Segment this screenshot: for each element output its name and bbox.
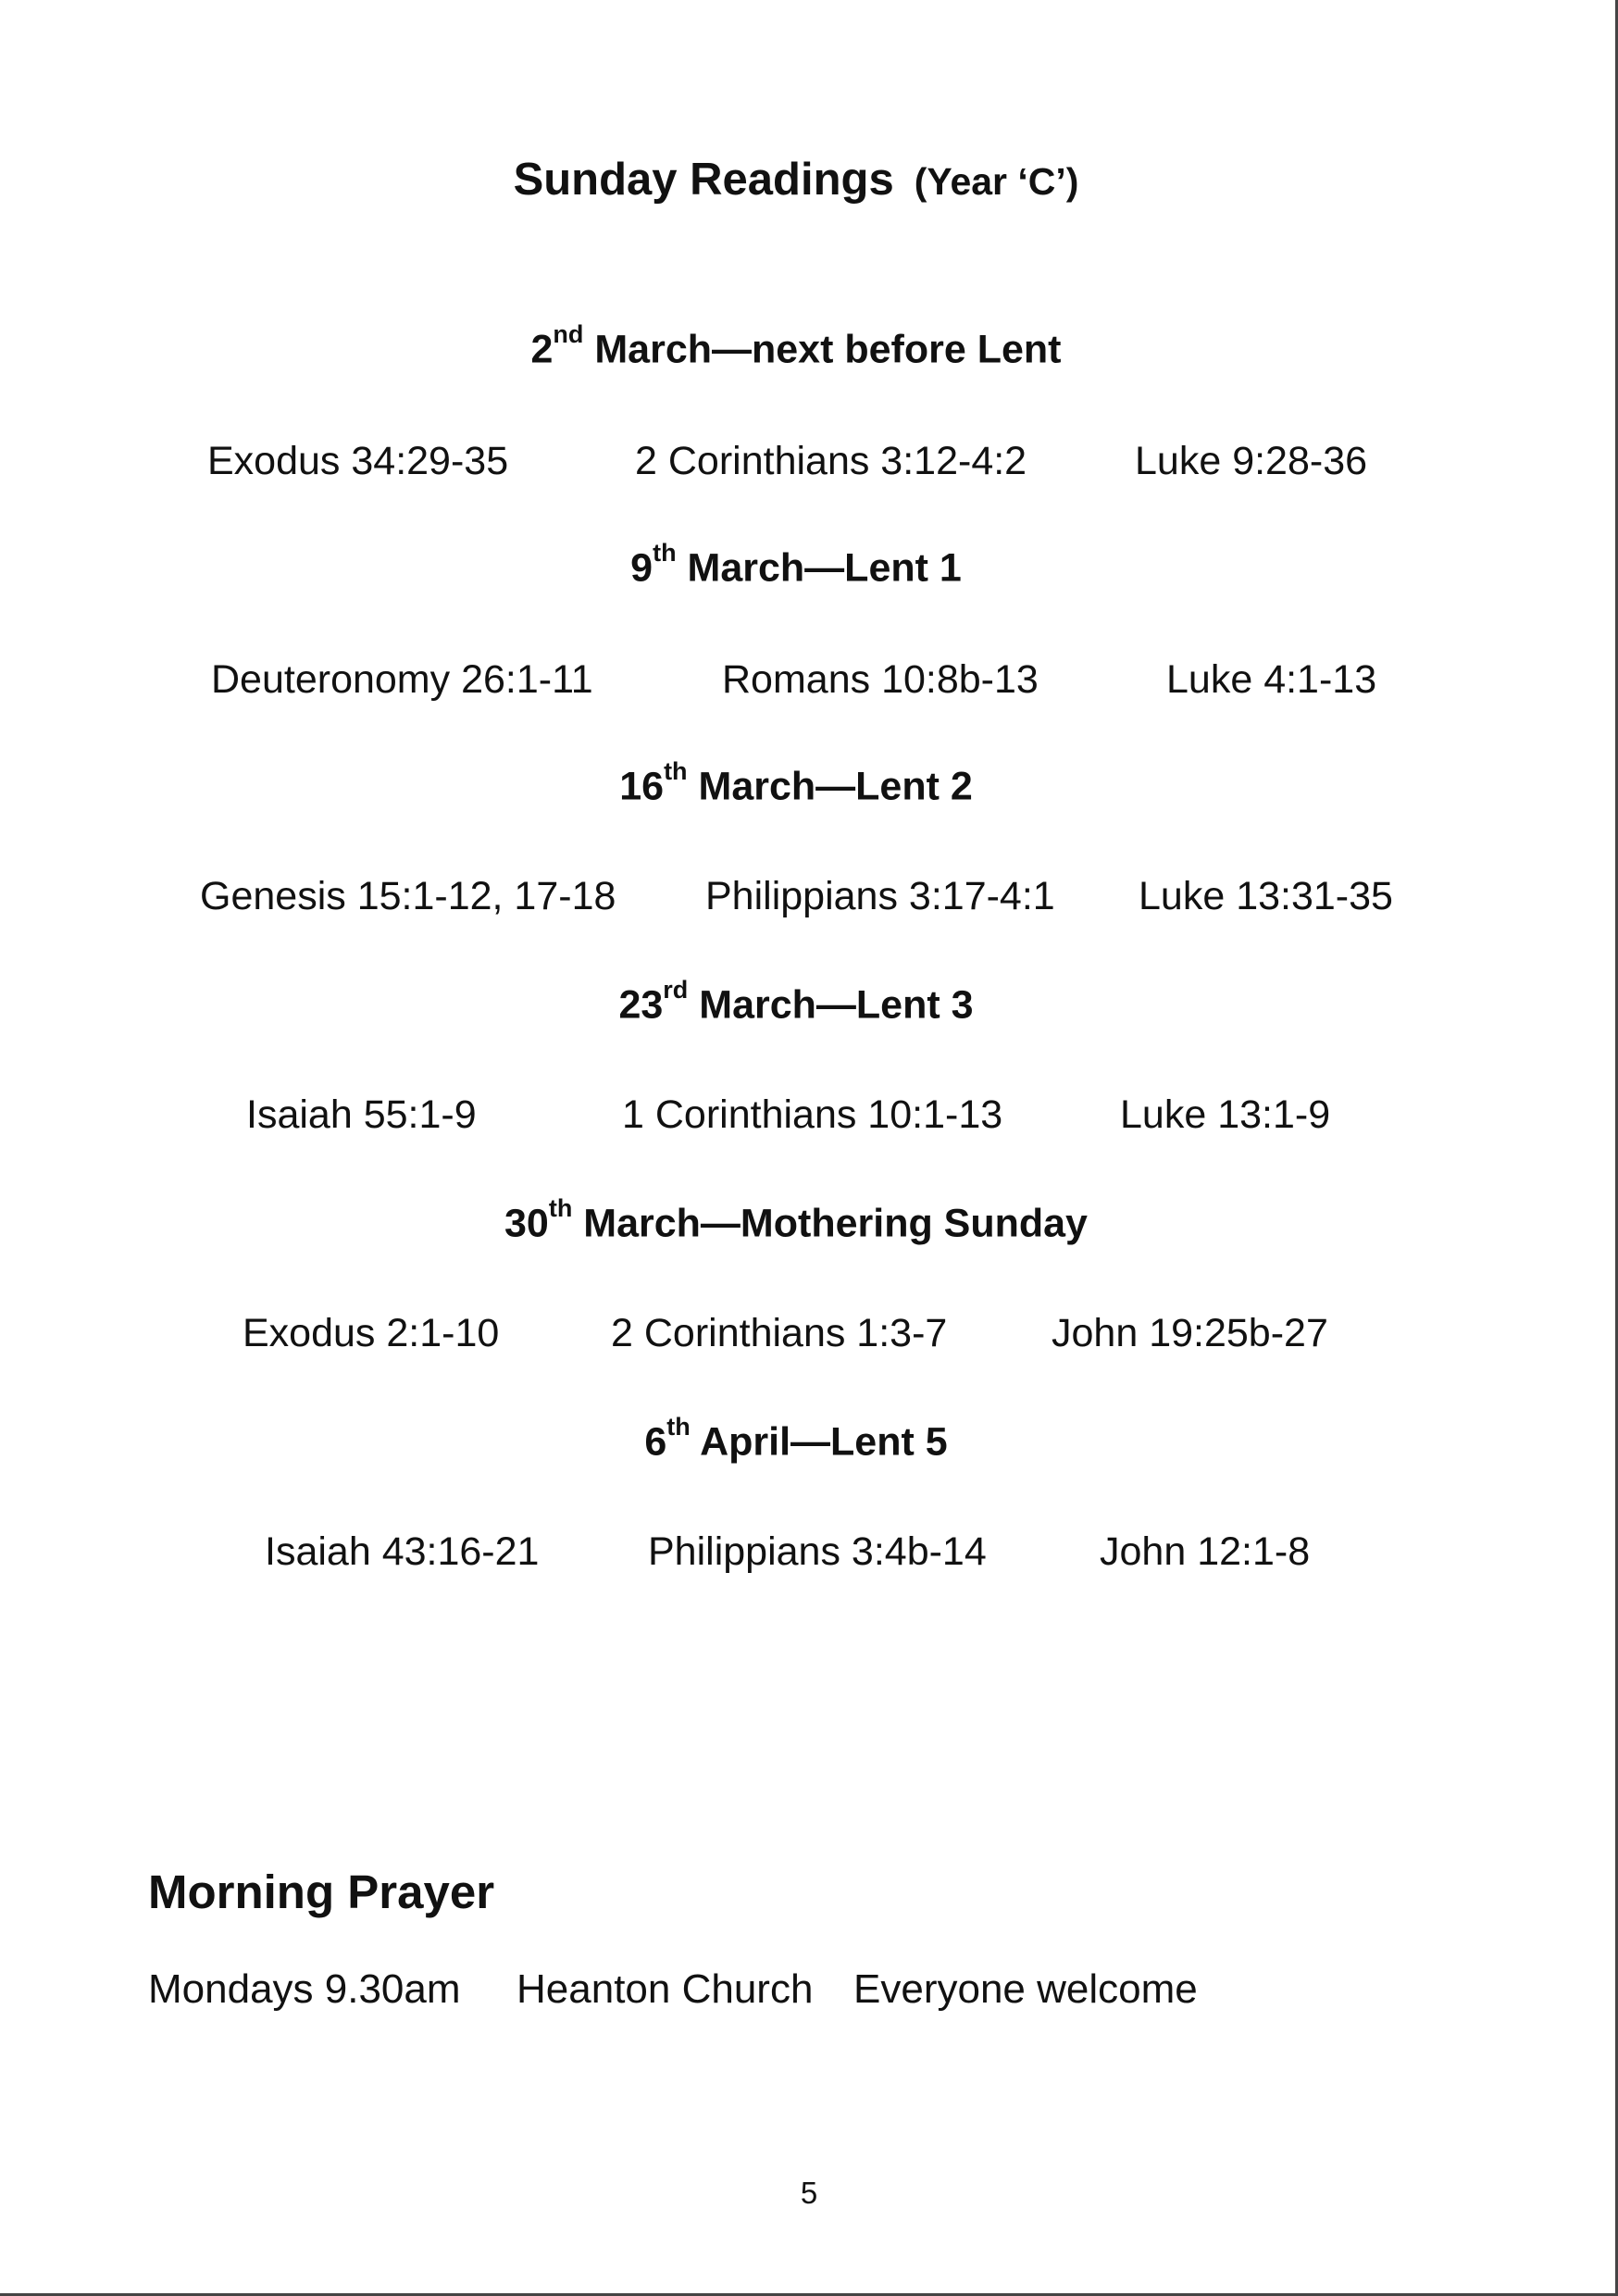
week-heading-3	[0, 757, 1592, 809]
reading-old-testament: Isaiah 43:16-21	[265, 1529, 540, 1574]
week-heading-1	[0, 320, 1592, 372]
morning-prayer-time: Mondays 9.30am	[148, 1966, 461, 2012]
week-day-suffix: th	[548, 1194, 573, 1222]
reading-gospel: John 19:25b-27	[1052, 1311, 1328, 1355]
page-title-sub: (Year ‘C’)	[914, 160, 1079, 203]
reading-epistle: Philippians 3:17-4:1	[705, 874, 1055, 918]
morning-prayer-place: Heanton Church	[517, 1966, 814, 2012]
reading-gospel: Luke 4:1-13	[1166, 657, 1377, 702]
morning-prayer-note: Everyone welcome	[853, 1966, 1198, 2012]
week-label: March—Lent 1	[676, 545, 962, 591]
week-day: 2	[530, 327, 554, 372]
page-title-main: Sunday Readings	[513, 155, 894, 205]
week-label: March—Lent 3	[688, 982, 974, 1028]
week-label: March—Lent 2	[687, 764, 973, 809]
reading-epistle: 2 Corinthians 1:3-7	[611, 1311, 948, 1355]
reading-gospel: John 12:1-8	[1100, 1529, 1311, 1574]
week-heading-5	[0, 1194, 1592, 1246]
week-day-suffix: th	[664, 757, 688, 785]
reading-old-testament: Exodus 34:29-35	[207, 439, 509, 483]
week-heading-6	[0, 1413, 1592, 1465]
week-label: March—Mothering Sunday	[572, 1201, 1088, 1246]
week-day-suffix: th	[653, 539, 677, 567]
reading-old-testament: Exodus 2:1-10	[243, 1311, 500, 1355]
reading-epistle: Romans 10:8b-13	[722, 657, 1039, 702]
week-day: 16	[619, 764, 665, 809]
page-title	[0, 154, 1592, 206]
reading-old-testament: Deuteronomy 26:1-11	[211, 657, 593, 702]
week-day-suffix: rd	[663, 976, 689, 1004]
week-day: 9	[630, 545, 653, 591]
week-label: April—Lent 5	[690, 1419, 948, 1465]
reading-old-testament: Isaiah 55:1-9	[246, 1092, 477, 1137]
week-label: March—next before Lent	[583, 327, 1062, 372]
page-number: 5	[800, 2176, 818, 2210]
week-day-suffix: th	[666, 1413, 691, 1441]
morning-prayer-title: Morning Prayer	[148, 1866, 495, 1918]
week-day-suffix: nd	[553, 320, 584, 348]
week-heading-4	[0, 976, 1592, 1028]
reading-epistle: Philippians 3:4b-14	[648, 1529, 987, 1574]
week-heading-2	[0, 539, 1592, 591]
reading-old-testament: Genesis 15:1-12, 17-18	[200, 874, 616, 918]
week-day: 23	[618, 982, 664, 1028]
reading-epistle: 2 Corinthians 3:12-4:2	[635, 439, 1027, 483]
reading-epistle: 1 Corinthians 10:1-13	[622, 1092, 1003, 1137]
week-day: 6	[644, 1419, 667, 1465]
reading-gospel: Luke 13:1-9	[1120, 1092, 1331, 1137]
reading-gospel: Luke 13:31-35	[1139, 874, 1393, 918]
reading-gospel: Luke 9:28-36	[1135, 439, 1368, 483]
week-day: 30	[504, 1201, 549, 1246]
